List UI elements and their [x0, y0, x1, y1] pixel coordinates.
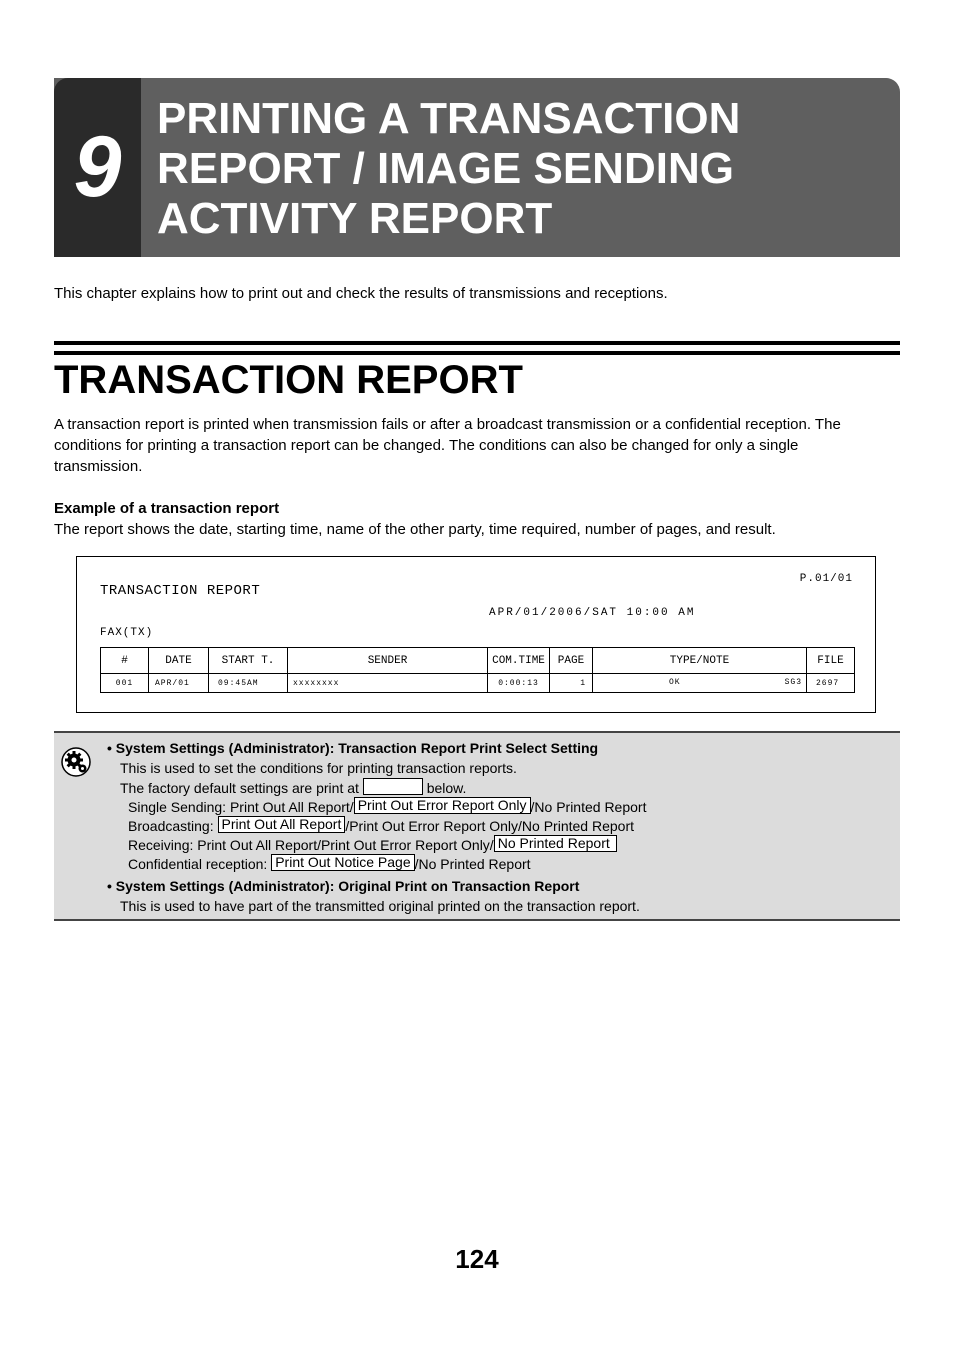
example-block [54, 498, 900, 540]
receiving-text: Receiving: Print Out All Report/Print Out Error Report Only/ [128, 837, 494, 853]
transaction-report-sample [76, 556, 876, 713]
cell-comtime: 0:00:13 [488, 674, 550, 693]
single-sending-default: Print Out Error Report Only [354, 797, 531, 814]
header-cell: TYPE/NOTE [593, 648, 807, 674]
note-default-label-end: below. [426, 780, 467, 796]
chapter-number: 9 [73, 119, 122, 215]
cell-start: 09:45AM [209, 674, 288, 693]
section-paragraph [54, 414, 900, 477]
note-broadcasting [128, 816, 634, 835]
header-cell: SENDER [288, 648, 488, 674]
cell-type: OK [669, 678, 681, 687]
settings-gear-icon [60, 746, 92, 778]
note-confidential [128, 854, 531, 873]
report-date: APR/01/2006/SAT 10:00 AM [489, 607, 696, 619]
example-heading: Example of a transaction report [54, 500, 280, 517]
broadcasting-default: Print Out All Report [218, 816, 346, 833]
cell-sender: xxxxxxxx [288, 674, 488, 693]
example-text: The report shows the date, starting time, name of the other party, time required, number of pages, and result. [54, 521, 776, 538]
confidential-text: Confidential reception: [128, 856, 268, 872]
note-receiving [128, 835, 617, 854]
report-data-row [101, 674, 855, 693]
receiving-default: No Printed Report [494, 835, 617, 852]
report-header-row [101, 648, 855, 674]
broadcasting-text: Broadcasting: [128, 818, 214, 834]
cell-note: SG3 [784, 678, 802, 687]
note-item2-line1: This is used to have part of the transmitted original printed on the transaction report. [120, 898, 640, 914]
paragraph-line: conditions for printing a transaction report can be changed. The conditions can also be changed for only a single [54, 437, 799, 454]
note-item2-title: • System Settings (Administrator): Original Print on Transaction Report [107, 878, 580, 894]
paragraph-line: A transaction report is printed when transmission fails or after a broadcast transmission or a confidential reception. The [54, 416, 841, 433]
note-item1-line2 [120, 778, 466, 797]
chapter-intro: This chapter explains how to print out and check the results of transmissions and receptions. [54, 285, 668, 302]
single-sending-text-end: /No Printed Report [530, 799, 647, 815]
chapter-title [157, 94, 877, 244]
note-item1-line1: This is used to set the conditions for printing transaction reports. [120, 760, 517, 776]
chapter-title-line: REPORT / IMAGE SENDING [157, 144, 734, 193]
header-cell: FILE [807, 648, 855, 674]
section-rule-top [54, 341, 900, 345]
chapter-banner [54, 78, 900, 257]
header-cell: COM.TIME [488, 648, 550, 674]
default-indicator-box [363, 778, 423, 795]
chapter-number-box [54, 78, 141, 257]
confidential-default: Print Out Notice Page [271, 854, 414, 871]
cell-page: 1 [550, 674, 593, 693]
chapter-title-line: ACTIVITY REPORT [157, 194, 553, 243]
system-settings-note [54, 731, 900, 921]
report-mode: FAX(TX) [100, 627, 154, 639]
header-cell: DATE [149, 648, 209, 674]
cell-date: APR/01 [149, 674, 209, 693]
header-cell: START T. [209, 648, 288, 674]
note-default-label: The factory default settings are print at [120, 780, 359, 796]
report-title: TRANSACTION REPORT [100, 583, 261, 599]
report-table [100, 647, 855, 693]
single-sending-text: Single Sending: Print Out All Report/ [128, 799, 354, 815]
page-number: 124 [455, 1244, 499, 1274]
note-item1-title: • System Settings (Administrator): Transaction Report Print Select Setting [107, 740, 599, 756]
section-rule-bottom [54, 351, 900, 355]
header-cell: PAGE [550, 648, 593, 674]
cell-num: 001 [101, 674, 149, 693]
broadcasting-text-end: /Print Out Error Report Only/No Printed Report [345, 818, 634, 834]
header-cell: # [101, 648, 149, 674]
paragraph-line: transmission. [54, 458, 143, 475]
report-page-number: P.01/01 [799, 573, 853, 585]
section-title: TRANSACTION REPORT [54, 358, 523, 402]
chapter-title-line: PRINTING A TRANSACTION [157, 94, 741, 143]
cell-type-note [593, 674, 807, 693]
note-single-sending [128, 797, 646, 816]
confidential-text-end: /No Printed Report [414, 856, 531, 872]
cell-file: 2697 [807, 674, 855, 693]
